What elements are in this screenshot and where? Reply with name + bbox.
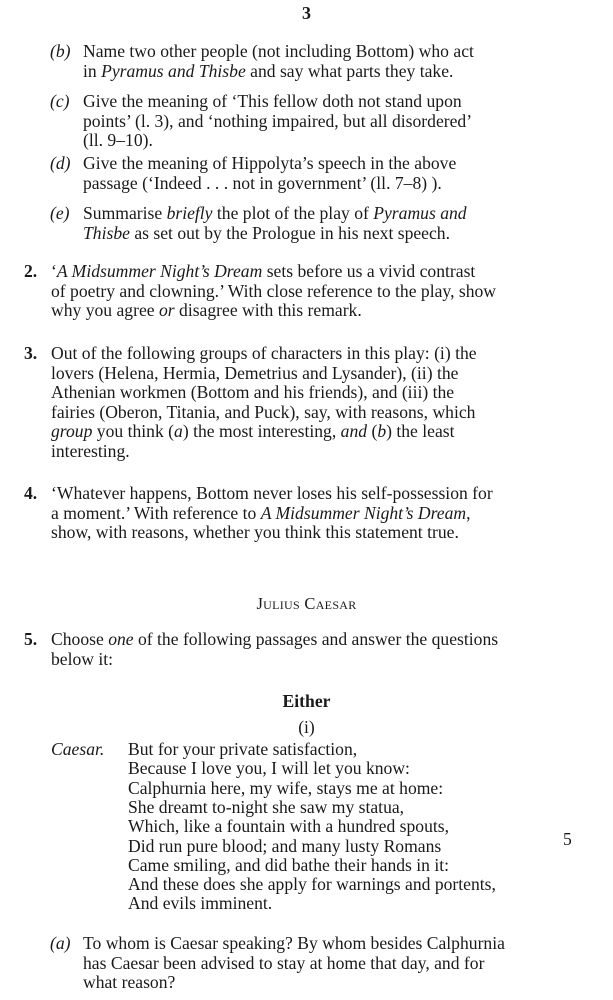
text-line: Out of the following groups of characters in this play: (i) the	[51, 343, 477, 363]
item-label: 3.	[24, 343, 38, 363]
text-line: Name two other people (not including Bottom) who act	[83, 41, 474, 61]
line-number-marker: 5	[563, 829, 572, 849]
text-line: (ll. 9–10).	[83, 130, 153, 150]
text-line: To whom is Caesar speaking? By whom besides Calphurnia	[83, 933, 505, 953]
text-line: interesting.	[51, 441, 130, 461]
text-line: Thisbe as set out by the Prologue in his next speech.	[83, 222, 450, 243]
text-line: group you think (a) the most interesting, and (b) the least	[51, 421, 455, 442]
item-label: (e)	[50, 203, 70, 223]
verse-line: But for your private satisfaction,	[128, 739, 358, 759]
text-line: in Pyramus and Thisbe and say what parts they take.	[83, 60, 454, 81]
text-line: Give the meaning of Hippolyta’s speech in the above	[83, 153, 457, 173]
either-label: Either	[282, 691, 331, 711]
verse-line: Came smiling, and did bathe their hands in it:	[128, 854, 450, 875]
text-line: Choose one of the following passages and answer the questions	[51, 629, 499, 649]
item-label: (d)	[50, 153, 71, 173]
text-line: a moment.’ With reference to A Midsummer Night’s Dream,	[51, 502, 471, 523]
text-line: has Caesar been advised to stay at home that day, and for	[83, 952, 485, 973]
verse-line: Did run pure blood; and many lusty Romans	[128, 835, 442, 856]
item-label: 4.	[24, 483, 38, 503]
item-label: 2.	[24, 261, 38, 281]
speaker-name: Caesar.	[51, 739, 105, 759]
text-line: ‘Whatever happens, Bottom never loses his self-possession for	[51, 483, 493, 503]
page-number: 3	[302, 3, 311, 23]
text-line: passage (‘Indeed . . . not in government’ (ll. 7–8) ).	[83, 172, 442, 193]
verse-line: She dreamt to-night she saw my statua,	[128, 796, 405, 817]
text-line: Give the meaning of ‘This fellow doth not stand upon	[83, 91, 462, 111]
text-line: Athenian workmen (Bottom and his friends), and (iii) the	[51, 382, 455, 403]
text-line: ‘A Midsummer Night’s Dream sets before us a vivid contrast	[51, 261, 476, 281]
text-line: show, with reasons, whether you think this statement true.	[51, 522, 459, 543]
verse-line: Because I love you, I will let you know:	[128, 758, 410, 779]
text-line: Summarise briefly the plot of the play of Pyramus and	[83, 203, 467, 223]
item-label: 5.	[24, 629, 38, 649]
text-line: what reason?	[83, 972, 176, 993]
text-line: fairies (Oberon, Titania, and Puck), say, with reasons, which	[51, 401, 476, 422]
verse-line: Calphurnia here, my wife, stays me at home:	[128, 777, 444, 798]
verse-line: Which, like a fountain with a hundred spouts,	[128, 816, 450, 837]
item-label: (b)	[50, 41, 71, 61]
text-line: below it:	[51, 648, 114, 669]
verse-line: And these does she apply for warnings and portents,	[128, 874, 496, 895]
passage-number: (i)	[298, 717, 315, 737]
text-line: lovers (Helena, Hermia, Demetrius and Lysander), (ii) the	[51, 362, 459, 383]
text-line: of poetry and clowning.’ With close reference to the play, show	[51, 280, 497, 301]
text-line: points’ (l. 3), and ‘nothing impaired, but all disordered’	[83, 110, 473, 131]
item-label: (a)	[50, 933, 71, 953]
verse-line: And evils imminent.	[128, 893, 273, 914]
text-line: why you agree or disagree with this remark.	[51, 300, 362, 321]
item-label: (c)	[50, 91, 70, 111]
section-heading: Julius Caesar	[256, 594, 357, 613]
